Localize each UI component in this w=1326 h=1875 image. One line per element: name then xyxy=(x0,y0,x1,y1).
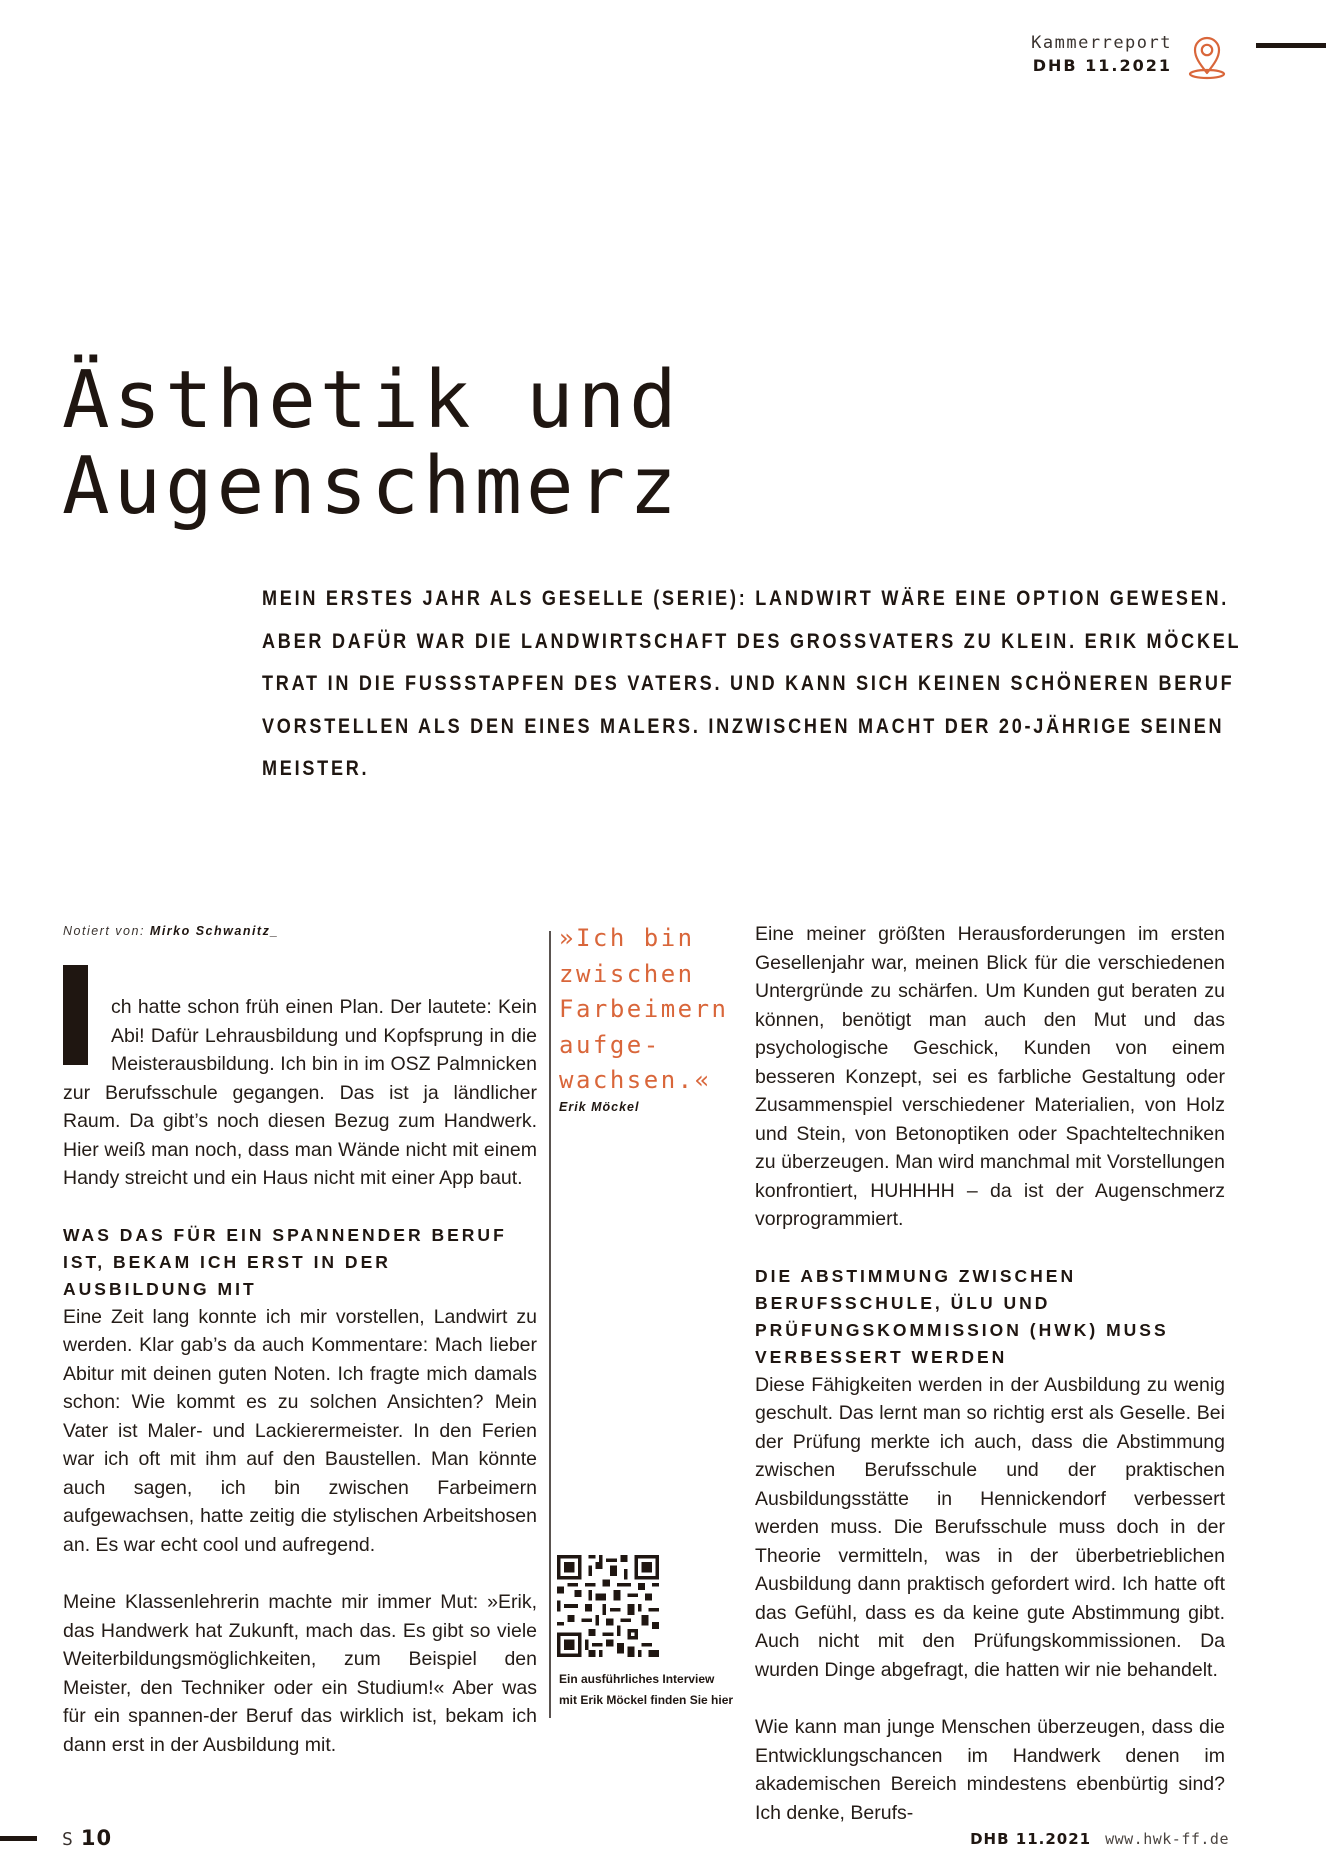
section-label: Kammerreport xyxy=(1031,33,1172,53)
issue-label: DHB 11.2021 xyxy=(1032,56,1172,75)
subhead-2: DIE ABSTIMMUNG ZWISCHEN BERUFSSCHULE, ÜLU UND PRÜFUNGSKOMMISSION (HWK) MUSS VERBESSERT WERDEN xyxy=(755,1265,1169,1367)
right-column xyxy=(755,920,1225,1827)
pullquote-line: »Ich bin xyxy=(559,924,695,952)
qr-caption-line: mit Erik Möckel finden Sie hier xyxy=(559,1693,734,1707)
qr-code-icon[interactable] xyxy=(557,1555,659,1657)
page-number xyxy=(62,1824,112,1854)
footer-rule xyxy=(0,1836,37,1841)
pullquote-line: Farbeimern xyxy=(559,995,729,1023)
byline-label: Notiert von: xyxy=(63,924,145,938)
footer-url[interactable]: www.hwk-ff.de xyxy=(1105,1830,1229,1848)
paragraph-4: Eine meiner größten Herausforderungen im ersten Gesellenjahr war, meinen Blick für die verschiedenen Untergründe zu schärfen. Um Kunden gut beraten zu können, benötigt man auch den Mut und das psychologische Geschick, Kunden von einem besseren Konzept, sei es farbliche Gestaltung oder Zusammenspiel verschiedener Materialien, von Holz und Stein, von Betonoptiken oder Spachteltechniken zu überzeugen. Man wird manchmal mit Vorstellungen konfrontiert, HUHHHH – da ist der Augenschmerz vorprogrammiert. xyxy=(755,923,1225,1230)
byline xyxy=(63,923,537,951)
running-header xyxy=(1031,32,1172,78)
paragraph-6: Wie kann man junge Menschen überzeugen, dass die Entwicklungschancen im Handwerk denen im akademischen Bereich mindestens ebenbürtig sind? Ich denke, Berufs- xyxy=(755,1716,1225,1824)
page-prefix: S xyxy=(62,1829,73,1850)
paragraph-3: Meine Klassenlehrerin machte mir immer Mut: »Erik, das Handwerk hat Zukunft, mach das. Es gibt so viele Weiterbildungsmöglichkeiten, zum Beispiel den Meister, den Techniker oder ein Studium!« Aber was für ein spannen-der Beruf das wirklich ist, bekam ich dann erst in der Ausbildung mit. xyxy=(63,1591,537,1756)
intro-paragraph xyxy=(63,965,537,1193)
paragraph-5: Diese Fähigkeiten werden in der Ausbildung zu wenig geschult. Das lernt man so richtig erst als Geselle. Bei der Prüfung merkte ich auch, dass die Abstimmung zwischen Berufsschule und der praktischen Ausbildungsstätte in Hennickendorf verbessert werden muss. Die Berufsschule muss doch in der Theorie vermitteln, was in der überbetrieblichen Ausbildung dann praktisch gefordert wird. Ich hatte oft das Gefühl, dass es da keine gute Abstimmung gibt. Auch nicht mit den Prüfungskommissionen. Da wurden Dinge abgefragt, die hatten wir nie behandelt. xyxy=(755,1373,1225,1681)
dropcap-block xyxy=(63,965,88,1065)
qr-caption-line: Ein ausführliches Interview xyxy=(559,1672,715,1686)
page-number-value: 10 xyxy=(80,1826,113,1850)
subhead-1: WAS DAS FÜR EIN SPANNENDER BERUF IST, BEKAM ICH ERST IN DER AUSBILDUNG MIT xyxy=(63,1224,507,1299)
pull-quote xyxy=(559,921,739,1099)
pullquote-line: aufge- xyxy=(559,1030,661,1059)
footer-issue: DHB 11.2021 xyxy=(970,1830,1092,1848)
pullquote-line: wachsen.« xyxy=(559,1066,712,1094)
pullquote-line: zwischen xyxy=(559,959,695,988)
intro-text: ch hatte schon früh einen Plan. Der lautete: Kein Abi! Dafür Lehrausbildung und Kopfsprung in die Meisterausbildung. Ich bin in im OSZ Palmnicken zur Berufsschule gegangen. Das ist ja ländlicher Raum. Da gibt’s noch diesen Bezug zum Handwerk. Hier weiß man noch, dass man Wände nicht mit einem Handy streicht und ein Haus nicht mit einer App baut. xyxy=(63,996,537,1189)
footer-info xyxy=(970,1829,1229,1849)
paragraph-2: Eine Zeit lang konnte ich mir vorstellen, Landwirt zu werden. Klar gab’s da auch Kommentare: Mach lieber Abitur mit deinen guten Noten. Ich fragte mich damals schon: Wie kommt es zu solchen Ansichten? Mein Vater ist Maler- und Lackierermeister. In den Ferien war ich oft mit ihm auf den Baustellen. Man könnte auch sagen, ich bin zwischen Farbeimern aufgewachsen, hatte zeitig die stylischen Arbeitshosen an. Es war echt cool und aufregend. xyxy=(63,1305,537,1556)
header-rule xyxy=(1256,43,1326,48)
title-line-1: Ästhetik und xyxy=(62,354,681,446)
pullquote-author: Erik Möckel xyxy=(559,1100,640,1114)
byline-author: Mirko Schwanitz_ xyxy=(149,924,279,938)
column-divider xyxy=(549,931,551,1718)
article-lead: MEIN ERSTES JAHR ALS GESELLE (SERIE): LANDWIRT WÄRE EINE OPTION GEWESEN. ABER DAFÜR WAR DIE LANDWIRTSCHAFT DES GROSSVATERS ZU KLEIN. ERIK MÖCKEL TRAT IN DIE FUSSSTAPFEN DES VATERS. UND KANN SICH KEINEN SCHÖNEREN BERUF VORSTELLEN ALS DEN EINES MALERS. INZWISCHEN MACHT DER 20-JÄHRIGE SEINEN MEISTER. xyxy=(262,587,1242,780)
location-pin-icon xyxy=(1187,34,1227,80)
left-column xyxy=(63,923,537,1759)
title-line-2: Augenschmerz xyxy=(62,440,681,532)
qr-caption xyxy=(559,1669,759,1711)
article-title xyxy=(62,354,681,532)
